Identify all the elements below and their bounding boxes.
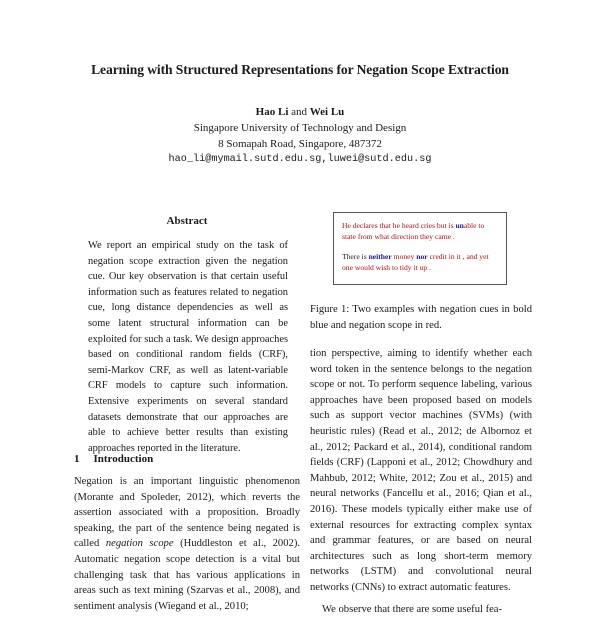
body-paragraph: tion perspective, aiming to identify whether each word token in the sentence belongs to the negation scope or not. To perform sequence labeling, various approaches have been proposed based on models such as support vector machines (SVMs) (with heuristic rules) (Read et al., 2012; de Albornoz et al., 2012; Packard et al., 2014), conditional random fields (CRF) (Lapponi et al., 2012; Chowdhury and Mahbub, 2012; White, 2012; Zou et al., 2015) and neural networks (Fancellu et al., 2016; Qian et al., 2016). These models typically either make use of external resources for extracting complex syntax and grammar features, or are based on neural architectures such as long short-term memory networks (LSTM) and convolutional neural networks (CNNs) to extract automatic features. — [310, 346, 532, 596]
intro-term-negation-scope: negation scope — [106, 538, 174, 549]
negation-cue: nor — [416, 252, 427, 261]
negation-scope: credit in it , and yet one would wish to tidy it up . — [342, 252, 489, 272]
figure-1-box — [333, 212, 507, 285]
author-conjunction: and — [291, 106, 307, 118]
introduction-body — [74, 474, 300, 614]
author-2: Wei Lu — [310, 106, 345, 118]
abstract-heading: Abstract — [74, 215, 300, 227]
negation-cue: neither — [369, 252, 392, 261]
affiliation: Singapore University of Technology and Design — [0, 120, 600, 136]
negation-scope: able to state from what direction they came . — [342, 221, 484, 241]
figure-example-1 — [342, 220, 498, 242]
section-title: Introduction — [94, 453, 154, 465]
abstract-text: We report an empirical study on the task of negation scope extraction given the negation cue. Our key observation is that certain useful information such as features related to negation cue, long distance dependencies as well as some latent structural information can be exploited for such a task. We design approaches based on conditional random fields (CRF), semi-Markov CRF, as well as latent-variable CRF models to capture such information. Extensive experiments on several standard datasets demonstrate that our approaches are able to achieve better results than existing approaches reported in the literature. — [88, 238, 288, 456]
author-1: Hao Li — [256, 106, 289, 118]
figure-example-2 — [342, 251, 498, 273]
author-names — [0, 104, 600, 120]
plain-text: There is — [342, 252, 369, 261]
address: 8 Somapah Road, Singapore, 487372 — [0, 136, 600, 152]
author-emails: hao_li@mymail.sutd.edu.sg,luwei@sutd.edu.sg — [0, 152, 600, 168]
paper-title: Learning with Structured Representations for Negation Scope Extraction — [0, 62, 600, 78]
negation-cue: un — [455, 221, 463, 230]
body-paragraph: We observe that there are some useful fea- — [310, 602, 532, 617]
section-number: 1 — [74, 453, 80, 465]
author-block — [0, 104, 600, 168]
negation-scope: money — [392, 252, 416, 261]
intro-text-a: Negation is an important linguistic phenomenon (Morante and Spoleder, 2012), which reverts the assertion associated with a proposition. Broadly speaking, the part of the sentence being negated is called — [74, 476, 300, 549]
right-column-body — [310, 346, 532, 617]
figure-1-caption: Figure 1: Two examples with negation cues in bold blue and negation scope in red. — [310, 302, 532, 333]
section-heading-introduction — [74, 453, 153, 465]
intro-text-b: (Huddleston et al., 2002). Automatic negation scope detection is a vital but challenging task that has various applications in areas such as text mining (Szarvas et al., 2008), and sentiment analysis (Wiegand et al., 2010; — [74, 538, 300, 611]
introduction-paragraph — [74, 474, 300, 614]
negation-scope: He declares that he heard cries but is — [342, 221, 455, 230]
